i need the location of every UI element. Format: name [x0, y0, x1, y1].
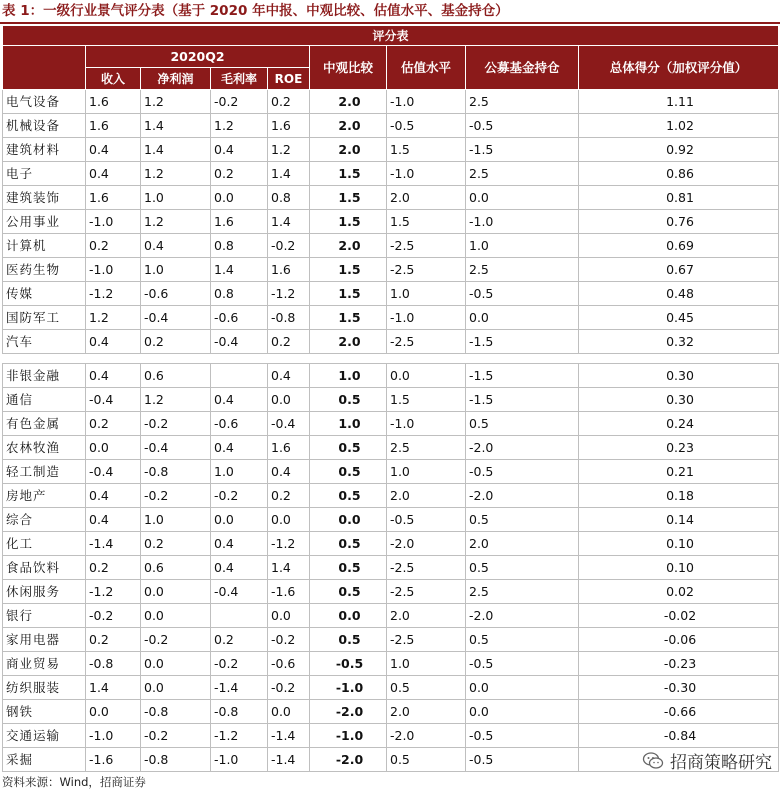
macro-score-cell: 0.0	[310, 508, 387, 532]
revenue-cell: -1.0	[86, 258, 141, 282]
valuation-cell: 2.0	[387, 700, 466, 724]
macro-score-cell: 0.5	[310, 556, 387, 580]
total-score-cell: -0.23	[579, 652, 779, 676]
total-score-cell: 0.02	[579, 580, 779, 604]
industry-name: 家用电器	[3, 628, 86, 652]
roe-cell: 1.6	[268, 258, 310, 282]
industry-name: 银行	[3, 604, 86, 628]
revenue-cell: 0.4	[86, 508, 141, 532]
table-row	[3, 364, 779, 388]
fund-holding-cell: 0.5	[466, 556, 579, 580]
fund-holding-cell: -2.0	[466, 436, 579, 460]
valuation-cell: 1.5	[387, 138, 466, 162]
revenue-cell: -1.0	[86, 210, 141, 234]
table-row	[3, 258, 779, 282]
fund-holding-cell: 0.0	[466, 700, 579, 724]
valuation-cell: -0.5	[387, 114, 466, 138]
industry-name: 轻工制造	[3, 460, 86, 484]
total-score-cell: 0.21	[579, 460, 779, 484]
net-profit-cell: 0.0	[141, 604, 211, 628]
gross-margin-cell: 0.8	[211, 234, 268, 258]
revenue-cell: 1.6	[86, 186, 141, 210]
table-row	[3, 484, 779, 508]
total-score-cell: 1.11	[579, 90, 779, 114]
valuation-cell: -0.5	[387, 508, 466, 532]
fund-holding-cell: -0.5	[466, 748, 579, 772]
roe-cell: 0.0	[268, 604, 310, 628]
valuation-cell: -2.5	[387, 330, 466, 354]
revenue-cell: -1.2	[86, 580, 141, 604]
total-score-cell: 0.18	[579, 484, 779, 508]
industry-name: 电气设备	[3, 90, 86, 114]
roe-cell: 1.4	[268, 162, 310, 186]
macro-score-cell: 1.0	[310, 364, 387, 388]
table-row	[3, 330, 779, 354]
revenue-cell: 0.2	[86, 556, 141, 580]
net-profit-cell: 1.0	[141, 508, 211, 532]
net-profit-cell: -0.2	[141, 412, 211, 436]
table-row	[3, 210, 779, 234]
gross-margin-cell: 0.4	[211, 532, 268, 556]
fund-holding-cell: 0.0	[466, 186, 579, 210]
fund-holding-cell: -2.0	[466, 484, 579, 508]
industry-name: 休闲服务	[3, 580, 86, 604]
net-profit-cell: 0.6	[141, 364, 211, 388]
net-profit-cell: 1.2	[141, 162, 211, 186]
fund-holding-cell: -0.5	[466, 282, 579, 306]
fund-holding-cell: 2.5	[466, 90, 579, 114]
table-row	[3, 652, 779, 676]
table-row	[3, 162, 779, 186]
industry-name: 化工	[3, 532, 86, 556]
net-profit-cell: -0.8	[141, 748, 211, 772]
net-profit-cell: -0.2	[141, 484, 211, 508]
revenue-cell: -1.2	[86, 282, 141, 306]
table-row	[3, 412, 779, 436]
table-row	[3, 628, 779, 652]
macro-score-cell: 0.5	[310, 628, 387, 652]
roe-cell: -1.4	[268, 748, 310, 772]
source-note: 资料来源：Wind，招商证券	[2, 775, 146, 789]
roe-cell: -1.2	[268, 532, 310, 556]
macro-score-cell: 1.0	[310, 412, 387, 436]
industry-name: 钢铁	[3, 700, 86, 724]
total-score-cell: 0.81	[579, 186, 779, 210]
revenue-cell: 0.4	[86, 364, 141, 388]
gross-margin-cell: 0.4	[211, 138, 268, 162]
net-profit-cell: 0.0	[141, 652, 211, 676]
roe-cell: -1.4	[268, 724, 310, 748]
roe-cell: 0.4	[268, 364, 310, 388]
revenue-cell: 0.2	[86, 412, 141, 436]
fund-holding-cell: -2.0	[466, 604, 579, 628]
header-col-fund: 公募基金持仓	[466, 46, 579, 90]
industry-name: 通信	[3, 388, 86, 412]
score-table	[2, 25, 779, 772]
total-score-cell: 0.24	[579, 412, 779, 436]
industry-name: 机械设备	[3, 114, 86, 138]
revenue-cell: -1.6	[86, 748, 141, 772]
header-col-gross-margin: 毛利率	[211, 68, 268, 90]
total-score-cell: 0.23	[579, 436, 779, 460]
fund-holding-cell: -1.5	[466, 364, 579, 388]
table-row	[3, 388, 779, 412]
net-profit-cell: 1.2	[141, 388, 211, 412]
valuation-cell: -2.0	[387, 532, 466, 556]
fund-holding-cell: -0.5	[466, 114, 579, 138]
fund-holding-cell: 2.5	[466, 580, 579, 604]
industry-name: 计算机	[3, 234, 86, 258]
net-profit-cell: -0.2	[141, 724, 211, 748]
wechat-icon	[642, 751, 664, 771]
revenue-cell: 1.6	[86, 90, 141, 114]
gross-margin-cell: -0.2	[211, 652, 268, 676]
gross-margin-cell: 1.4	[211, 258, 268, 282]
table-row	[3, 306, 779, 330]
net-profit-cell: 0.0	[141, 580, 211, 604]
fund-holding-cell: -0.5	[466, 724, 579, 748]
table-title: 表 1：一级行业景气评分表（基于 2020 年中报、中观比较、估值水平、基金持仓）	[2, 3, 509, 19]
revenue-cell: 0.2	[86, 234, 141, 258]
industry-name: 电子	[3, 162, 86, 186]
industry-name: 传媒	[3, 282, 86, 306]
valuation-cell: 2.5	[387, 436, 466, 460]
table-row	[3, 282, 779, 306]
valuation-cell: -1.0	[387, 306, 466, 330]
macro-score-cell: 0.5	[310, 388, 387, 412]
industry-name: 农林牧渔	[3, 436, 86, 460]
valuation-cell: 0.5	[387, 748, 466, 772]
fund-holding-cell: -1.5	[466, 138, 579, 162]
gross-margin-cell: 1.2	[211, 114, 268, 138]
total-score-cell: 0.92	[579, 138, 779, 162]
industry-name: 采掘	[3, 748, 86, 772]
roe-cell: 0.8	[268, 186, 310, 210]
valuation-cell: -1.0	[387, 162, 466, 186]
gross-margin-cell: 1.6	[211, 210, 268, 234]
roe-cell: -0.4	[268, 412, 310, 436]
total-score-cell: 0.10	[579, 556, 779, 580]
macro-score-cell: 1.5	[310, 186, 387, 210]
industry-name: 公用事业	[3, 210, 86, 234]
total-score-cell: -0.84	[579, 724, 779, 748]
revenue-cell: -0.8	[86, 652, 141, 676]
roe-cell: 1.6	[268, 114, 310, 138]
industry-name: 建筑材料	[3, 138, 86, 162]
fund-holding-cell: -1.0	[466, 210, 579, 234]
net-profit-cell: 1.2	[141, 210, 211, 234]
table-row	[3, 138, 779, 162]
revenue-cell: 0.4	[86, 138, 141, 162]
valuation-cell: -1.0	[387, 412, 466, 436]
table-row	[3, 676, 779, 700]
fund-holding-cell: 0.0	[466, 676, 579, 700]
total-score-cell: -0.02	[579, 604, 779, 628]
net-profit-cell: -0.4	[141, 306, 211, 330]
revenue-cell: 1.2	[86, 306, 141, 330]
total-score-cell: 0.48	[579, 282, 779, 306]
fund-holding-cell: -1.5	[466, 330, 579, 354]
table-row	[3, 724, 779, 748]
macro-score-cell: -2.0	[310, 748, 387, 772]
gross-margin-cell	[211, 604, 268, 628]
macro-score-cell: 2.0	[310, 330, 387, 354]
table-row	[3, 508, 779, 532]
industry-name: 房地产	[3, 484, 86, 508]
valuation-cell: 0.5	[387, 676, 466, 700]
gross-margin-cell: -0.6	[211, 306, 268, 330]
valuation-cell: -2.5	[387, 234, 466, 258]
gross-margin-cell: 1.0	[211, 460, 268, 484]
valuation-cell: 1.5	[387, 210, 466, 234]
net-profit-cell: 1.2	[141, 90, 211, 114]
revenue-cell: 0.2	[86, 628, 141, 652]
macro-score-cell: 2.0	[310, 138, 387, 162]
net-profit-cell: 1.0	[141, 258, 211, 282]
header-col-valuation: 估值水平	[387, 46, 466, 90]
gross-margin-cell: -0.2	[211, 484, 268, 508]
valuation-cell: 0.0	[387, 364, 466, 388]
industry-name: 汽车	[3, 330, 86, 354]
macro-score-cell: 1.5	[310, 306, 387, 330]
gross-margin-cell: 0.4	[211, 556, 268, 580]
total-score-cell: -0.30	[579, 676, 779, 700]
roe-cell: 0.2	[268, 90, 310, 114]
roe-cell: 0.0	[268, 508, 310, 532]
valuation-cell: 2.0	[387, 604, 466, 628]
group-separator	[3, 354, 779, 364]
table-row	[3, 436, 779, 460]
gross-margin-cell: -0.4	[211, 330, 268, 354]
revenue-cell: 0.0	[86, 700, 141, 724]
revenue-cell: -0.2	[86, 604, 141, 628]
valuation-cell: -2.5	[387, 556, 466, 580]
net-profit-cell: 1.0	[141, 186, 211, 210]
roe-cell: 1.6	[268, 436, 310, 460]
revenue-cell: 1.4	[86, 676, 141, 700]
roe-cell: -0.2	[268, 234, 310, 258]
roe-cell: 0.0	[268, 700, 310, 724]
net-profit-cell: 1.4	[141, 114, 211, 138]
gross-margin-cell	[211, 364, 268, 388]
roe-cell: -1.6	[268, 580, 310, 604]
roe-cell: -0.6	[268, 652, 310, 676]
header-col-revenue: 收入	[86, 68, 141, 90]
fund-holding-cell: -0.5	[466, 652, 579, 676]
valuation-cell: 1.0	[387, 652, 466, 676]
net-profit-cell: -0.6	[141, 282, 211, 306]
total-score-cell: 0.30	[579, 364, 779, 388]
roe-cell: 0.4	[268, 460, 310, 484]
net-profit-cell: 0.4	[141, 234, 211, 258]
table-body	[3, 90, 779, 772]
valuation-cell: 2.0	[387, 186, 466, 210]
industry-name: 商业贸易	[3, 652, 86, 676]
total-score-cell: 0.69	[579, 234, 779, 258]
header-col-macro: 中观比较	[310, 46, 387, 90]
macro-score-cell: 0.5	[310, 484, 387, 508]
gross-margin-cell: 0.2	[211, 162, 268, 186]
header-period: 2020Q2	[86, 46, 310, 68]
table-row	[3, 114, 779, 138]
fund-holding-cell: 0.0	[466, 306, 579, 330]
macro-score-cell: 1.5	[310, 210, 387, 234]
macro-score-cell: 1.5	[310, 162, 387, 186]
revenue-cell: -0.4	[86, 460, 141, 484]
table-row	[3, 90, 779, 114]
fund-holding-cell: 0.5	[466, 508, 579, 532]
gross-margin-cell: 0.4	[211, 436, 268, 460]
header-col-net-profit: 净利润	[141, 68, 211, 90]
macro-score-cell: 1.5	[310, 258, 387, 282]
gross-margin-cell: 0.0	[211, 186, 268, 210]
table-row	[3, 556, 779, 580]
total-score-cell: 0.76	[579, 210, 779, 234]
valuation-cell: 1.0	[387, 282, 466, 306]
industry-name: 国防军工	[3, 306, 86, 330]
macro-score-cell: 0.5	[310, 436, 387, 460]
net-profit-cell: -0.2	[141, 628, 211, 652]
roe-cell: 1.2	[268, 138, 310, 162]
fund-holding-cell: 2.5	[466, 258, 579, 282]
gross-margin-cell: 0.4	[211, 388, 268, 412]
total-score-cell: 0.45	[579, 306, 779, 330]
roe-cell: 0.2	[268, 330, 310, 354]
fund-holding-cell: 2.0	[466, 532, 579, 556]
fund-holding-cell: 0.5	[466, 412, 579, 436]
net-profit-cell: 0.0	[141, 676, 211, 700]
macro-score-cell: -0.5	[310, 652, 387, 676]
macro-score-cell: 2.0	[310, 114, 387, 138]
gross-margin-cell: 0.2	[211, 628, 268, 652]
revenue-cell: -1.0	[86, 724, 141, 748]
table-row	[3, 700, 779, 724]
roe-cell: 1.4	[268, 556, 310, 580]
total-score-cell: 0.30	[579, 388, 779, 412]
net-profit-cell: 0.2	[141, 532, 211, 556]
industry-name: 医药生物	[3, 258, 86, 282]
valuation-cell: 2.0	[387, 484, 466, 508]
macro-score-cell: -1.0	[310, 676, 387, 700]
revenue-cell: 1.6	[86, 114, 141, 138]
revenue-cell: 0.4	[86, 330, 141, 354]
header-top: 评分表	[3, 26, 779, 46]
table-row	[3, 532, 779, 556]
title-rule	[0, 22, 780, 24]
valuation-cell: 1.0	[387, 460, 466, 484]
valuation-cell: -2.5	[387, 628, 466, 652]
fund-holding-cell: 0.5	[466, 628, 579, 652]
roe-cell: -0.2	[268, 628, 310, 652]
macro-score-cell: 1.5	[310, 282, 387, 306]
net-profit-cell: 0.2	[141, 330, 211, 354]
valuation-cell: -2.0	[387, 724, 466, 748]
group-separator-cell	[3, 354, 779, 364]
revenue-cell: -1.4	[86, 532, 141, 556]
valuation-cell: 1.5	[387, 388, 466, 412]
table-row	[3, 234, 779, 258]
roe-cell: -0.2	[268, 676, 310, 700]
macro-score-cell: 2.0	[310, 234, 387, 258]
roe-cell: 0.0	[268, 388, 310, 412]
table-row	[3, 460, 779, 484]
gross-margin-cell: -0.4	[211, 580, 268, 604]
macro-score-cell: 0.0	[310, 604, 387, 628]
gross-margin-cell: -0.8	[211, 700, 268, 724]
revenue-cell: 0.4	[86, 162, 141, 186]
total-score-cell: 0.67	[579, 258, 779, 282]
industry-name: 综合	[3, 508, 86, 532]
valuation-cell: -1.0	[387, 90, 466, 114]
gross-margin-cell: -1.4	[211, 676, 268, 700]
fund-holding-cell: -1.5	[466, 388, 579, 412]
industry-name: 食品饮料	[3, 556, 86, 580]
gross-margin-cell: -0.2	[211, 90, 268, 114]
fund-holding-cell: -0.5	[466, 460, 579, 484]
header-blank	[3, 46, 86, 90]
net-profit-cell: -0.4	[141, 436, 211, 460]
watermark-text: 招商策略研究	[670, 753, 772, 773]
roe-cell: -0.8	[268, 306, 310, 330]
valuation-cell: -2.5	[387, 580, 466, 604]
revenue-cell: 0.4	[86, 484, 141, 508]
gross-margin-cell: 0.0	[211, 508, 268, 532]
fund-holding-cell: 1.0	[466, 234, 579, 258]
net-profit-cell: -0.8	[141, 700, 211, 724]
total-score-cell: 1.02	[579, 114, 779, 138]
total-score-cell: -0.66	[579, 700, 779, 724]
macro-score-cell: -2.0	[310, 700, 387, 724]
revenue-cell: -0.4	[86, 388, 141, 412]
industry-name: 非银金融	[3, 364, 86, 388]
table-row	[3, 604, 779, 628]
total-score-cell: 0.14	[579, 508, 779, 532]
fund-holding-cell: 2.5	[466, 162, 579, 186]
macro-score-cell: -1.0	[310, 724, 387, 748]
industry-name: 建筑装饰	[3, 186, 86, 210]
table-row	[3, 580, 779, 604]
revenue-cell: 0.0	[86, 436, 141, 460]
gross-margin-cell: -0.6	[211, 412, 268, 436]
watermark	[642, 748, 772, 773]
total-score-cell: 0.10	[579, 532, 779, 556]
roe-cell: 1.4	[268, 210, 310, 234]
gross-margin-cell: 0.8	[211, 282, 268, 306]
macro-score-cell: 0.5	[310, 580, 387, 604]
gross-margin-cell: -1.0	[211, 748, 268, 772]
total-score-cell: 0.32	[579, 330, 779, 354]
gross-margin-cell: -1.2	[211, 724, 268, 748]
macro-score-cell: 0.5	[310, 460, 387, 484]
header-col-total: 总体得分（加权评分值）	[579, 46, 779, 90]
net-profit-cell: 1.4	[141, 138, 211, 162]
industry-name: 交通运输	[3, 724, 86, 748]
header-col-roe: ROE	[268, 68, 310, 90]
industry-name: 纺织服装	[3, 676, 86, 700]
net-profit-cell: 0.6	[141, 556, 211, 580]
industry-name: 有色金属	[3, 412, 86, 436]
total-score-cell: 0.86	[579, 162, 779, 186]
roe-cell: 0.2	[268, 484, 310, 508]
table-row	[3, 186, 779, 210]
valuation-cell: -2.5	[387, 258, 466, 282]
macro-score-cell: 2.0	[310, 90, 387, 114]
total-score-cell: -0.06	[579, 628, 779, 652]
roe-cell: -1.2	[268, 282, 310, 306]
macro-score-cell: 0.5	[310, 532, 387, 556]
net-profit-cell: -0.8	[141, 460, 211, 484]
